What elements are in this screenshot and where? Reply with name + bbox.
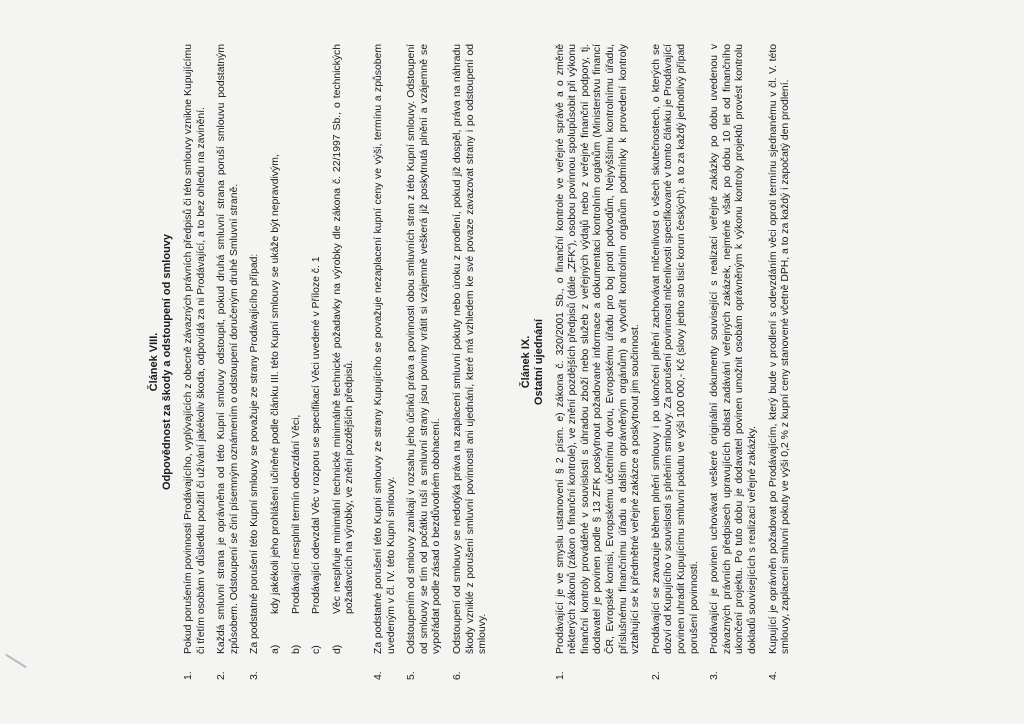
article-9-clause-2 bbox=[651, 44, 701, 680]
clause-body bbox=[249, 44, 365, 654]
clause-text: Prodávající se zavazuje během plnění smlouvy i po ukončení plnění zachovávat mlčenlivost o všech skutečnostech, o kterých se dozví od Kupujícího v souvislosti s plněním smlouvy. Za porušení povinnosti mlčenlivosti specifikované v tomto článku je Prodávající povinen uhradit Kupujícímu smluvní pokutu ve výši 100 000,- Kč (slovy jedno sto tisíc korun českých), a to za každý jednotlivý případ porušení povinnosti. bbox=[650, 44, 700, 654]
article-9-subtitle: Ostatní ujednání bbox=[532, 318, 545, 406]
clause-number: 1. bbox=[183, 671, 194, 680]
sublist-item-d bbox=[332, 44, 357, 654]
clause-text: Za podstatné porušení této Kupní smlouvy ze strany Kupujícího se považuje nezaplacení kupní ceny ve výši, termínu a způsobem uvedeným v čl. IV. této Kupní smlouvy. bbox=[372, 44, 397, 654]
article-8-clause-5 bbox=[406, 44, 444, 680]
clause-text: Za podstatné porušení této Kupní smlouvy se považuje ze strany Prodávajícího případ: bbox=[249, 253, 261, 654]
article-8-clause-2 bbox=[216, 44, 241, 680]
clause-number: 1. bbox=[554, 671, 566, 680]
clause-text: Odstoupením od smlouvy zanikají v rozsahu jeho účinků práva a povinnosti obou smluvních stran z této Kupní smlouvy. Odstoupení od smlouvy se tím od počátku ruší a smluvní strany jsou povinny vrátit si vzájemně veškerá již poskytnutá plnění a vzájemně se vypořádat podle zásad o bezdůvodném obohacení. bbox=[406, 44, 443, 654]
article-8-clause-1 bbox=[183, 44, 208, 680]
sublist-text: Prodávající odevzdal Věc v rozporu se specifikací Věci uvedené v Příloze č. 1 bbox=[311, 256, 323, 614]
sublist-letter: d) bbox=[331, 644, 343, 654]
clause-text: Prodávající je povinen uchovávat veškeré originální dokumenty související s realizací veřejné zakázky po dobu uvedenou v závazných právních předpisech upravujících oblast zadávání veřejných zakázek, nejméně však po dobu 10 let od finančního ukončení projektu. Po tuto dobu je dodavatel povinen umožnit osobám oprávněným k výkonu kontroly projektů provést kontrolu dokladů souvisejících s realizací veřejné zakázky. bbox=[709, 44, 758, 654]
clause-text: Pokud porušením povinnosti Prodávajícího, vyplývajících z obecně závazných právních předpisů či této smlouvy vznikne Kupujícímu či třetím osobám v důsledku použití či užívání jakékoliv škoda, odpovídá za ni Prodávající, a to bez ohledu na zavinění. bbox=[183, 44, 207, 654]
article-8-clause-6 bbox=[452, 44, 490, 680]
clause-number: 2. bbox=[216, 671, 228, 680]
article-9-clause-4 bbox=[768, 44, 793, 680]
article-8-subtitle: Odpovědnost za škody a odstoupení od smlouvy bbox=[161, 233, 173, 491]
clause-number: 4. bbox=[767, 671, 779, 680]
sublist-letter: b) bbox=[290, 644, 302, 654]
sublist-text: Věc nesplňuje minimální technické minimálně technické požadavky na výrobky dle zákona č. 22/1997 Sb., o technických požadavcích na výrobky, ve znění pozdějších předpisů. bbox=[331, 44, 356, 614]
clause-3-sublist bbox=[270, 44, 357, 654]
clause-number: 3. bbox=[249, 671, 261, 680]
clause-text: Každá smluvní strana je oprávněna od této Kupní smlouvy odstoupit, pokud druhá smluvní strana poruší smlouvu podstatným způsobem. Odstoupení se činí písemným oznámením o odstoupení doručeným druhé Smluvní straně. bbox=[216, 44, 240, 654]
sublist-text: kdy jakékoli jeho prohlášení učiněné podle článku III. této Kupní smlouvy se ukáže být nepravdivým, bbox=[269, 154, 281, 614]
sublist-item-b bbox=[291, 44, 304, 654]
article-9-title: Článek IX. bbox=[519, 335, 532, 389]
sublist-item-a bbox=[270, 44, 283, 654]
sublist-item-c bbox=[311, 44, 324, 654]
clause-text: Kupující je oprávněn požadovat po Prodávajícím, který bude v prodlení s odevzdáním věci oproti termínu sjednanému v čl. V. této smlouvy, zaplacení smluvní pokuty ve výši 0,2 % z kupní ceny stanovené včetně DPH, a to za každý i započatý den prodlení. bbox=[767, 44, 792, 654]
clause-text: Prodávající je ve smyslu ustanovení § 2 písm. e) zákona č. 320/2001 Sb., o finanční kontrole ve veřejné správě a o změně některých zákonů (zákon o finanční kontrole), ve znění pozdějších předpisů (dále „ZFK“), osobou povinnou spolupůsobit při výkonu finanční kontroly prováděné v souvislosti s úhradou zboží nebo služeb z veřejných výdajů nebo z veřejné finanční podpory, tj. dodavatel je povinen podle § 13 ZFK poskytnout požadované informace a dokumentaci kontrolním orgánům (Ministerstvu financí ČR, Evropské komisi, Evropskému účetnímu dvoru, Evropskému úřadu pro boj proti podvodům, Nejvyššímu kontrolnímu úřadu, příslušnému finančnímu úřadu a dalším oprávněným orgánům) a vytvořit kontrolním orgánům podmínky k provedení kontroly vztahující se k předmětné veřejné zakázce a poskytnout jim součinnost. bbox=[554, 44, 642, 654]
sublist-letter: c) bbox=[311, 645, 323, 654]
clause-number: 4. bbox=[372, 671, 384, 680]
scan-artifact-line bbox=[5, 654, 26, 668]
clause-text: Odstoupení od smlouvy se nedotýká práva na zaplacení smluvní pokuty nebo úroku z prodlení, pokud již dospěl, práva na náhradu škody vzniklé z porušení smluvní povinnosti ani ujednání, které má vzhledem ke své povaze zavazovat strany i po odstoupení od smlouvy. bbox=[451, 44, 489, 654]
clause-number: 6. bbox=[451, 671, 463, 680]
clause-number: 2. bbox=[650, 671, 662, 680]
article-9-clause-3 bbox=[709, 44, 759, 680]
article-8-clause-3 bbox=[249, 44, 365, 680]
article-8-clause-4 bbox=[373, 44, 398, 680]
article-9-clause-1 bbox=[555, 44, 643, 680]
article-8-title: Článek VIII. bbox=[148, 332, 160, 392]
clause-number: 5. bbox=[406, 671, 418, 680]
sublist-letter: a) bbox=[269, 644, 281, 654]
document-page bbox=[50, 32, 974, 692]
clause-number: 3. bbox=[709, 671, 721, 680]
sublist-text: Prodávající nesplnil termín odevzdání Věci, bbox=[290, 414, 302, 614]
section-gap bbox=[498, 44, 520, 680]
